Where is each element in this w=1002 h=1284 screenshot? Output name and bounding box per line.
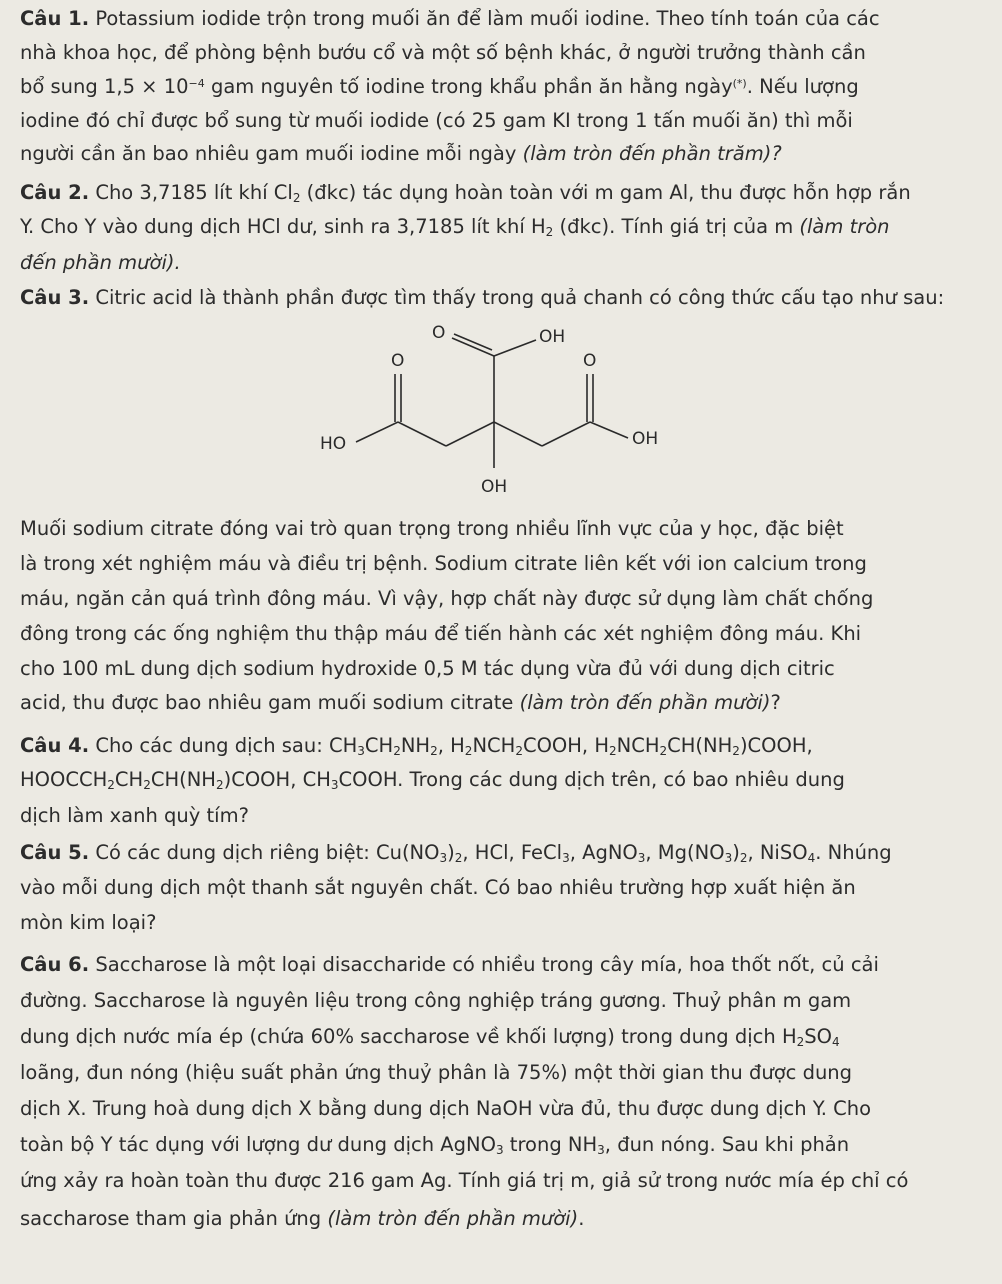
q4-line-1: Câu 4. Cho các dung dịch sau: $CH_3CH_2NH_2$, $H_2NCH_2COOH$, $H_2NCH_2CH(NH_2)COOH$,	[20, 734, 813, 758]
q1-line-1: Câu 1. Potassium iodide trộn trong muối ăn để làm muối iodine. Theo tính toán của các	[20, 7, 880, 30]
bond-c5-oh	[590, 422, 628, 438]
atom-oh-bottom: OH	[481, 477, 508, 497]
atom-oh-right: OH	[632, 429, 659, 449]
citric-acid-structure	[300, 318, 700, 503]
q3-line-3: là trong xét nghiệm máu và điều trị bệnh. Sodium citrate liên kết với ion calcium trong	[20, 552, 867, 575]
q3-label: Câu 3.	[20, 286, 90, 309]
q6-line-8: saccharose tham gia phản ứng (làm tròn đến phần mười).	[20, 1207, 585, 1230]
q3-line-6: cho 100 mL dung dịch sodium hydroxide 0,5 M tác dụng vừa đủ với dung dịch citric	[20, 657, 835, 680]
q3-line-5: đông trong các ống nghiệm thu thập máu để tiến hành các xét nghiệm đông máu. Khi	[20, 622, 862, 645]
q4-line-3: dịch làm xanh quỳ tím?	[20, 804, 249, 827]
bond-c2-c3	[446, 422, 494, 446]
q6-line-5: dịch X. Trung hoà dung dịch X bằng dung dịch NaOH vừa đủ, thu được dung dịch Y. Cho	[20, 1097, 872, 1120]
q6-line-7: ứng xảy ra hoàn toàn thu được 216 gam Ag. Tính giá trị m, giả sử trong nước mía ép chỉ có	[20, 1169, 909, 1192]
bond-c4-c5	[542, 422, 590, 446]
q6-line-4: loãng, đun nóng (hiệu suất phản ứng thuỷ phân là 75%) một thời gian thu được dung	[20, 1061, 853, 1084]
bond-ho-c1	[356, 422, 398, 442]
q1-line-5: người cần ăn bao nhiêu gam muối iodine mỗi ngày (làm tròn đến phần trăm)?	[20, 142, 782, 165]
q1-line-2: nhà khoa học, để phòng bệnh bướu cổ và một số bệnh khác, ở người trưởng thành cần	[20, 41, 866, 64]
q2-line-1: Câu 2. Cho 3,7185 lít khí $Cl_2$ (đkc) tác dụng hoàn toàn với m gam Al, thu được hỗn hợp rắn	[20, 181, 911, 205]
q6-line-3: dung dịch nước mía ép (chứa 60% saccharose về khối lượng) trong dung dịch $H_2SO_4$	[20, 1025, 840, 1049]
bond-c1-c2	[398, 422, 446, 446]
q5-line-3: mòn kim loại?	[20, 911, 157, 934]
q2-label: Câu 2.	[20, 181, 90, 204]
q5-label: Câu 5.	[20, 841, 90, 864]
atom-o-right: O	[583, 351, 597, 371]
q6-line-1: Câu 6. Saccharose là một loại disaccharide có nhiều trong cây mía, hoa thốt nốt, củ cải	[20, 953, 879, 976]
q3-line-1: Câu 3. Citric acid là thành phần được tìm thấy trong quả chanh có công thức cấu tạo như sau:	[20, 286, 945, 309]
q6-line-6: toàn bộ Y tác dụng với lượng dư dung dịch AgNO$_3$ trong $NH_3$, đun nóng. Sau khi phản	[20, 1133, 850, 1157]
atom-ho-left: HO	[320, 434, 347, 454]
q3-line-2: Muối sodium citrate đóng vai trò quan trọng trong nhiều lĩnh vực của y học, đặc biệt	[20, 517, 844, 540]
bond-top-co-a	[452, 338, 494, 356]
atom-o-top: O	[432, 323, 446, 343]
atom-oh-top: OH	[539, 327, 566, 347]
q6-line-2: đường. Saccharose là nguyên liệu trong công nghiệp tráng gương. Thuỷ phân m gam	[20, 989, 852, 1012]
q2-line-2: Y. Cho Y vào dung dịch HCl dư, sinh ra 3,7185 lít khí $H_2$ (đkc). Tính giá trị của m (làm tròn	[20, 215, 890, 239]
q5-line-2: vào mỗi dung dịch một thanh sắt nguyên chất. Có bao nhiêu trường hợp xuất hiện ăn	[20, 876, 856, 899]
q4-line-2: $HOOCCH_2CH_2CH(NH_2)COOH$, $CH_3COOH$. Trong các dung dịch trên, có bao nhiêu dung	[20, 768, 845, 792]
q5-line-1: Câu 5. Có các dung dịch riêng biệt: $Cu(NO_3)_2$, HCl, FeCl$_3$, AgNO$_3$, $Mg(NO_3)_2$, NiSO$_4$. Nhúng	[20, 841, 892, 865]
q1-line-4: iodine đó chỉ được bổ sung từ muối iodide (có 25 gam KI trong 1 tấn muối ăn) thì mỗi	[20, 109, 853, 132]
q3-line-4: máu, ngăn cản quá trình đông máu. Vì vậy, hợp chất này được sử dụng làm chất chống	[20, 587, 874, 610]
q1-line-3: bổ sung $1,5 \times 10^{-4}$ gam nguyên tố iodine trong khẩu phần ăn hằng ngày(*). Nếu lượng	[20, 75, 859, 98]
q1-label: Câu 1.	[20, 7, 90, 30]
q3-line-7: acid, thu được bao nhiêu gam muối sodium citrate (làm tròn đến phần mười)?	[20, 691, 781, 714]
q4-label: Câu 4.	[20, 734, 90, 757]
bond-top-coh	[494, 340, 536, 356]
atom-o-left: O	[391, 351, 405, 371]
q6-label: Câu 6.	[20, 953, 90, 976]
bond-c3-c4	[494, 422, 542, 446]
q2-line-3: đến phần mười).	[20, 251, 181, 274]
